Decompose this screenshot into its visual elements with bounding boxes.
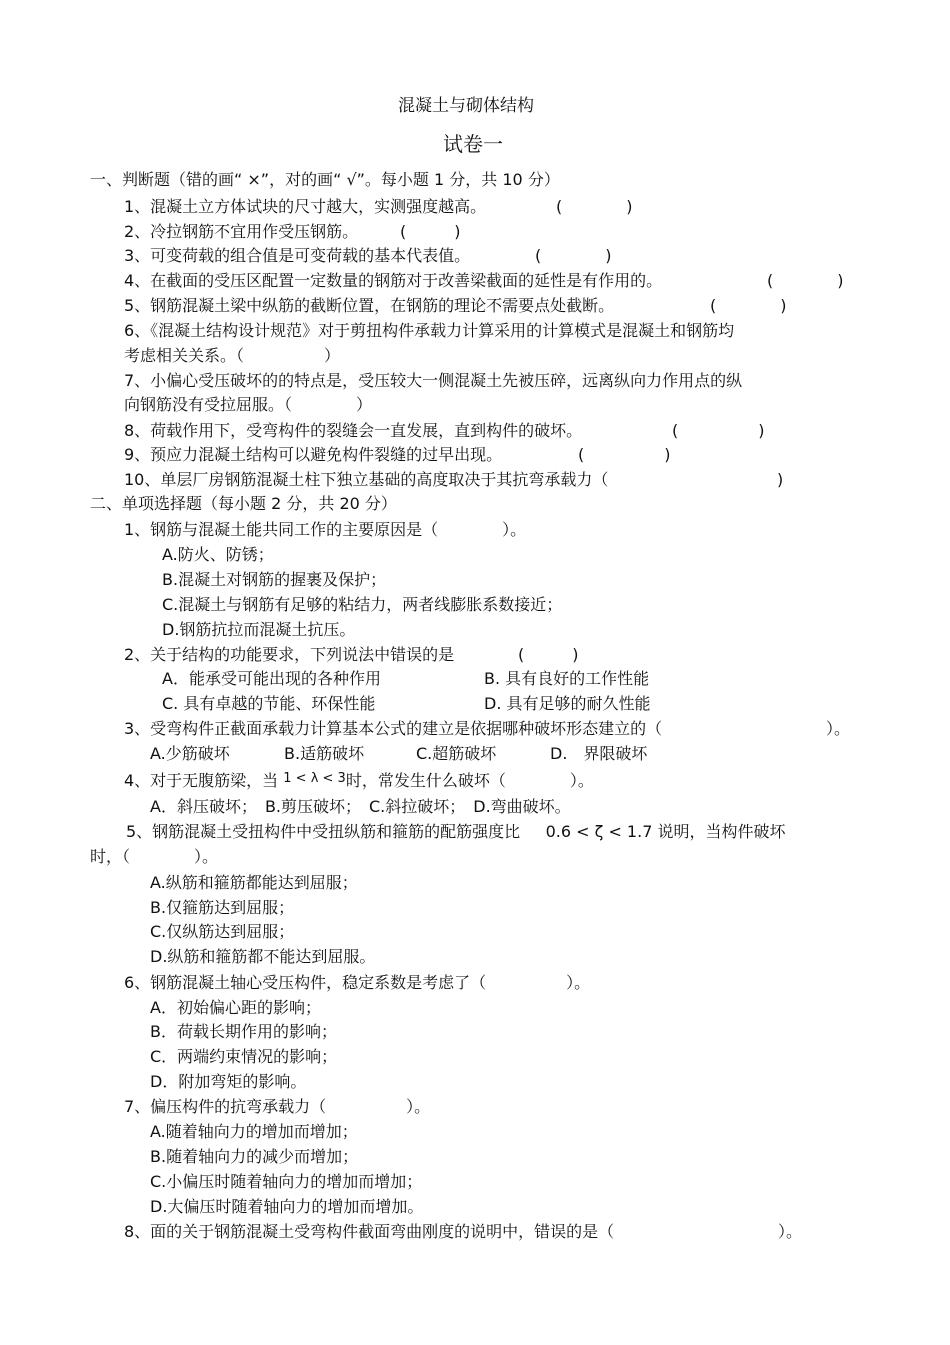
q4-options: A．斜压破坏； B.剪压破坏； C.斜拉破坏； D.弯曲破坏。	[150, 797, 571, 816]
q1-option-c: C.混凝土与钢筋有足够的粘结力，两者线膨胀系数接近；	[162, 595, 563, 614]
judge-answer-blank-4: ( )	[767, 271, 844, 290]
section-2-heading: 二、单项选择题（每小题 2 分，共 20 分）	[90, 494, 397, 513]
choice-question-4	[124, 771, 594, 793]
section-1-heading: 一、判断题（错的画“ ×”，对的画“ √”。每小题 1 分，共 10 分）	[90, 170, 560, 189]
q3-option-a: A.少筋破坏	[150, 744, 230, 763]
q7-option-a: A.随着轴向力的增加而增加；	[150, 1122, 358, 1141]
q2-option-b: B. 具有良好的工作性能	[484, 669, 650, 688]
choice-question-1: 1、钢筋与混凝土能共同工作的主要原因是（ ）。	[124, 520, 527, 539]
q5-stem-end: 说明，当构件破坏	[657, 822, 786, 841]
q2-option-c: C. 具有卓越的节能、环保性能	[162, 694, 376, 713]
judge-item-6: 6、《混凝土结构设计规范》对于剪扭构件承载力计算采用的计算模式是混凝土和钢筋均	[124, 321, 735, 340]
q6-option-d: D．附加弯矩的影响。	[150, 1072, 307, 1091]
judge-answer-blank-8: ( )	[672, 421, 765, 440]
q7-option-c: C.小偏压时随着轴向力的增加而增加；	[150, 1172, 423, 1191]
judge-item-4: 4、在截面的受压区配置一定数量的钢筋对于改善梁截面的延性是有作用的。	[124, 271, 663, 290]
judge-item-6-continuation: 考虑相关关系。（ ）	[124, 346, 341, 365]
judge-item-3: 3、可变荷载的组合值是可变荷载的基本代表值。	[124, 246, 471, 265]
q2-option-d: D. 具有足够的耐久性能	[484, 694, 651, 713]
choice-question-8: 8、面的关于钢筋混凝土受弯构件截面弯曲刚度的说明中，错误的是（	[124, 1222, 615, 1241]
q6-option-b: B．荷载长期作用的影响；	[150, 1022, 337, 1041]
judge-item-2: 2、冷拉钢筋不宜用作受压钢筋。	[124, 222, 359, 241]
q1-option-b: B.混凝土对钢筋的握裹及保护；	[162, 570, 387, 589]
judge-item-7: 7、小偏心受压破坏的的特点是，受压较大一侧混凝土先被压碎，远离纵向力作用点的纵	[124, 371, 743, 390]
choice-question-2: 2、关于结构的功能要求，下列说法中错误的是	[124, 645, 455, 664]
q8-answer-blank: ）。	[778, 1222, 803, 1241]
q4-stem-start: 4、对于无腹筋梁，当	[124, 771, 279, 790]
q5-option-b: B.仅箍筋达到屈服；	[150, 898, 295, 917]
q7-option-b: B.随着轴向力的减少而增加；	[150, 1147, 359, 1166]
q6-option-c: C．两端约束情况的影响；	[150, 1047, 338, 1066]
q3-option-c: C.超筋破坏	[416, 744, 497, 763]
judge-item-9: 9、预应力混凝土结构可以避免构件裂缝的过早出现。	[124, 445, 503, 464]
q6-option-a: A．初始偏心距的影响；	[150, 998, 321, 1017]
document-subtitle: 试卷一	[443, 132, 503, 156]
judge-answer-blank-3: ( )	[535, 246, 612, 265]
judge-answer-blank-9: ( )	[578, 445, 671, 464]
judge-answer-blank-2: ( )	[400, 222, 461, 241]
choice-question-6: 6、钢筋混凝土轴心受压构件，稳定系数是考虑了（ ）。	[124, 973, 591, 992]
judge-answer-blank-10: )	[777, 470, 784, 489]
q7-option-d: D.大偏压时随着轴向力的增加而增加。	[150, 1197, 424, 1216]
q1-option-a: A.防火、防锈；	[162, 545, 274, 564]
q3-option-d: D. 界限破坏	[550, 744, 648, 763]
q2-answer-blank: ( )	[518, 645, 579, 664]
q2-option-a: A．能承受可能出现的各种作用	[162, 669, 381, 688]
choice-question-7: 7、偏压构件的抗弯承载力（ ）。	[124, 1097, 431, 1116]
q5-option-d: D.纵筋和箍筋都不能达到屈服。	[150, 947, 376, 966]
document-title: 混凝土与砌体结构	[398, 96, 534, 116]
q3-answer-blank: ）。	[826, 719, 851, 738]
q3-option-b: B.适筋破坏	[284, 744, 365, 763]
q5-stem-continuation: 时，（ ）。	[90, 847, 219, 866]
q5-option-a: A.纵筋和箍筋都能达到屈服；	[150, 873, 358, 892]
judge-item-5: 5、钢筋混凝土梁中纵筋的截断位置，在钢筋的理论不需要点处截断。	[124, 296, 615, 315]
judge-item-1: 1、混凝土立方体试块的尺寸越大，实测强度越高。	[124, 197, 487, 216]
q4-lambda-condition: 1 < λ < 3	[283, 771, 346, 786]
judge-item-7-continuation: 向钢筋没有受拉屈服。（ ）	[124, 395, 373, 414]
choice-question-3: 3、受弯构件正截面承载力计算基本公式的建立是依据哪种破坏形态建立的（	[124, 719, 663, 738]
judge-answer-blank-1: ( )	[556, 197, 633, 216]
judge-item-8: 8、荷载作用下，受弯构件的裂缝会一直发展，直到构件的破坏。	[124, 421, 583, 440]
judge-answer-blank-5: ( )	[710, 296, 787, 315]
choice-question-5	[126, 822, 785, 842]
q5-stem-start: 5、钢筋混凝土受扭构件中受扭纵筋和箍筋的配筋强度比	[126, 822, 521, 841]
q1-option-d: D.钢筋抗拉而混凝土抗压。	[162, 620, 356, 639]
judge-item-10: 10、单层厂房钢筋混凝土柱下独立基础的高度取决于其抗弯承载力（	[124, 470, 609, 489]
q5-zeta-condition: 0.6 < ζ < 1.7	[545, 822, 653, 841]
q5-option-c: C.仅纵筋达到屈服；	[150, 922, 295, 941]
q4-stem-end: 时，常发生什么破坏（ ）。	[345, 771, 594, 790]
